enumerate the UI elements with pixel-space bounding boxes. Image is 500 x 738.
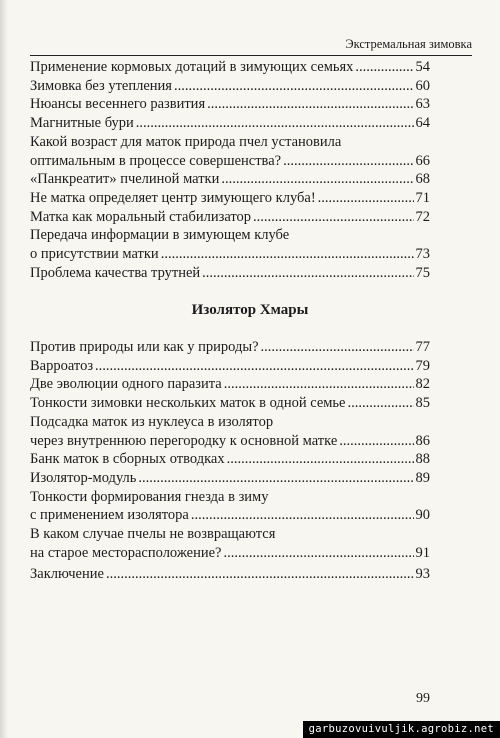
toc-entry [30, 375, 430, 394]
toc-entry [30, 432, 430, 451]
toc-entry [30, 133, 430, 152]
toc-entry [30, 95, 430, 114]
toc-entry [30, 565, 430, 584]
toc-entry [30, 189, 430, 208]
toc-entry-page: 82 [415, 376, 430, 393]
toc-leader-dots [224, 375, 414, 394]
toc-leader-dots [355, 58, 413, 77]
toc-entry-title: Зимовка без утепления [30, 77, 172, 94]
toc-leader-dots [347, 394, 413, 413]
toc-entry-page: 89 [415, 469, 430, 486]
toc-leader-dots [138, 469, 413, 488]
toc-entry-title: Применение кормовых дотаций в зимующих семьях [30, 59, 354, 75]
toc-leader-dots [339, 432, 413, 451]
page-edge [0, 0, 8, 738]
watermark: garbuzovuivuljik.agrobiz.net [303, 721, 500, 738]
toc-leader-dots [174, 77, 414, 96]
toc-entry-title: Какой возраст для маток природа пчел установила [30, 133, 342, 150]
toc-entry-page: 79 [415, 357, 430, 374]
toc-entry [30, 170, 430, 189]
toc-entry-title: Против природы или как у природы? [30, 339, 259, 355]
toc-entry-title: Матка как моральный стабилизатор [30, 208, 252, 225]
toc-leader-dots [223, 544, 413, 563]
toc-entry-page: 88 [415, 451, 430, 468]
toc-entry-title: Не матка определяет центр зимующего клуба! [30, 189, 316, 206]
toc-entry-title: Подсадка маток из нуклеуса в изолятор [30, 413, 274, 430]
toc-leader-dots [227, 450, 414, 469]
toc-entry [30, 77, 430, 96]
running-header: Экстремальная зимовка [30, 37, 472, 56]
toc-entry [30, 525, 430, 544]
toc-leader-dots [283, 152, 413, 171]
toc-entry-title: «Панкреатит» пчелиной матки [30, 171, 220, 188]
toc-leader-dots [318, 189, 414, 208]
toc-leader-dots [261, 338, 414, 357]
toc-entry-page: 73 [415, 246, 430, 263]
toc-entry [30, 544, 430, 563]
toc-entry-title: Нюансы весеннего развития [30, 96, 206, 113]
toc-entry-title: Изолятор-модуль [30, 469, 137, 486]
toc-leader-dots [207, 95, 413, 114]
toc-entry-page: 68 [415, 171, 430, 188]
toc-leader-dots [161, 245, 414, 264]
toc-entry-title: Заключение [30, 566, 104, 582]
toc-entry [30, 338, 430, 357]
toc-entry-page: 75 [415, 264, 430, 281]
toc-entry-title: Две эволюции одного паразита [30, 376, 222, 393]
toc-entry-title: Магнитные бури [30, 115, 134, 132]
toc-entry [30, 506, 430, 525]
toc-entry-title: на старое месторасположение? [30, 544, 222, 561]
toc-entry-title: Банк маток в сборных отводках [30, 451, 225, 468]
toc-entry [30, 208, 430, 227]
toc-entry-page: 63 [415, 96, 430, 113]
toc-part-3 [30, 565, 430, 584]
section-title: Изолятор Хмары [191, 302, 309, 318]
toc-entry-title: Проблема качества трутней [30, 264, 201, 281]
toc-entry [30, 357, 430, 376]
toc-entry [30, 114, 430, 133]
toc-entry [30, 264, 430, 283]
toc-entry-page: 71 [415, 189, 430, 206]
toc-entry-page: 85 [415, 395, 430, 412]
toc-entry-title: о присутствии матки [30, 246, 159, 263]
toc-entry-title: Варроатоз [30, 357, 94, 374]
toc-leader-dots [95, 357, 413, 376]
toc-leader-dots [202, 264, 413, 283]
toc-entry-title: Тонкости формирования гнезда в зиму [30, 488, 269, 505]
toc-part-2 [30, 338, 430, 562]
toc-leader-dots [136, 114, 414, 133]
toc-entry-page: 91 [415, 544, 430, 561]
toc-entry-page: 54 [415, 59, 430, 75]
toc-entry-page: 64 [415, 115, 430, 132]
toc-entry [30, 413, 430, 432]
toc-entry-title: Передача информации в зимующем клубе [30, 227, 290, 244]
toc-entry-title: В каком случае пчелы не возвращаются [30, 526, 276, 543]
toc-entry-page: 60 [415, 77, 430, 94]
toc-entry [30, 469, 430, 488]
toc-entry-page: 72 [415, 208, 430, 225]
toc-entry [30, 488, 430, 507]
toc-entry [30, 394, 430, 413]
toc-entry [30, 450, 430, 469]
toc-entry-page: 77 [415, 339, 430, 355]
toc-entry-title: Тонкости зимовки нескольких маток в одной семье [30, 395, 346, 412]
toc-entry [30, 58, 430, 77]
toc-entry-title: через внутреннюю перегородку к основной матке [30, 432, 338, 449]
toc-leader-dots [106, 565, 414, 584]
toc-entry [30, 245, 430, 264]
toc-entry-title: с применением изолятора [30, 507, 189, 524]
toc-leader-dots [191, 506, 414, 525]
toc-entry [30, 226, 430, 245]
toc-entry-page: 93 [415, 566, 430, 582]
toc-part-1 [30, 58, 430, 282]
toc-leader-dots [221, 170, 413, 189]
toc-entry [30, 152, 430, 171]
toc-entry-page: 66 [415, 152, 430, 169]
toc-leader-dots [253, 208, 413, 227]
page-number: 99 [416, 691, 430, 706]
toc-entry-page: 86 [415, 432, 430, 449]
toc-entry-title: оптимальным в процессе совершенства? [30, 152, 282, 169]
toc-entry-page: 90 [415, 507, 430, 524]
